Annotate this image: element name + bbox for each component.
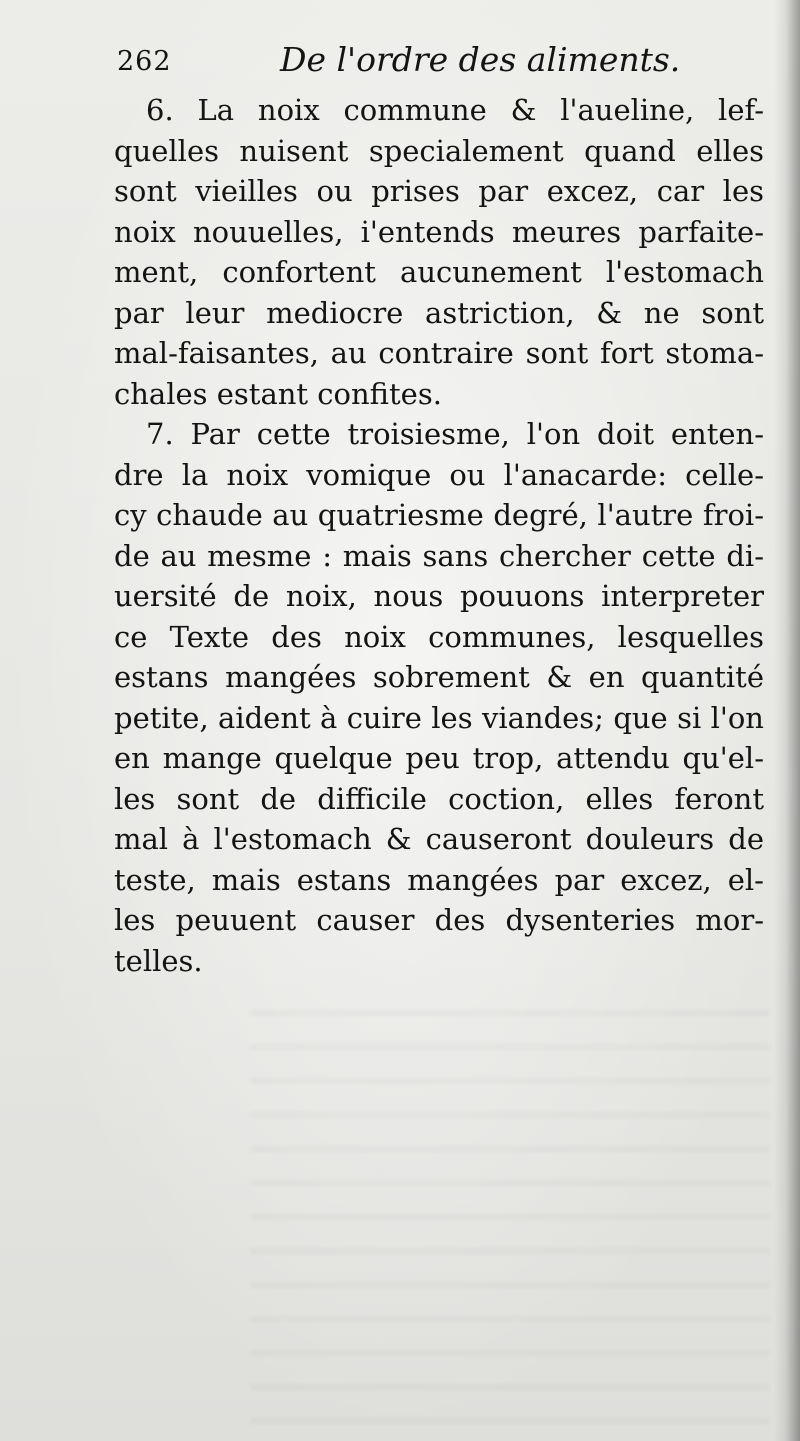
text-line: sont vieilles ou prises par excez, car les xyxy=(114,174,764,208)
text-line: 7. Par cette troisiesme, l'on doit enten- xyxy=(146,417,764,451)
text-line: de au mesme : mais sans chercher cette di- xyxy=(114,538,764,573)
text-line: uersité de noix, nous pouuons interpreter xyxy=(114,579,764,613)
text-line: ment, confortent aucunement l'estomach xyxy=(114,255,764,289)
text-line: par leur mediocre astriction, & ne sont xyxy=(114,295,764,330)
text-line: estans mangées sobrement & en quantité xyxy=(114,660,764,694)
text-line: telles. xyxy=(114,943,203,978)
paragraph-6 xyxy=(114,90,764,414)
text-line: ce Texte des noix communes, lesquelles xyxy=(114,619,764,654)
text-line: dre la noix vomique ou l'anacarde: celle- xyxy=(114,457,764,492)
text-line: chales estant confites. xyxy=(114,376,442,411)
paragraph-7 xyxy=(114,414,764,981)
body-text xyxy=(114,90,764,981)
text-line: en mange quelque peu trop, attendu qu'el- xyxy=(114,741,764,775)
page-number: 262 xyxy=(117,46,172,77)
text-line: 6. La noix commune & l'aueline, lef- xyxy=(146,93,764,127)
text-line: teste, mais estans mangées par excez, el- xyxy=(114,862,764,897)
text-line: mal à l'estomach & causeront douleurs de xyxy=(114,822,764,856)
text-line: cy chaude au quatriesme degré, l'autre froi- xyxy=(114,498,764,532)
spine-shadow xyxy=(774,0,800,1441)
text-line: mal-faisantes, au contraire sont fort stoma- xyxy=(114,336,764,370)
text-line: petite, aident à cuire les viandes; que si l'on xyxy=(114,700,764,735)
running-head: De l'ordre des aliments. xyxy=(280,40,681,79)
text-line: quelles nuisent specialement quand elles xyxy=(114,133,764,168)
text-line: les sont de difficile coction, elles feront xyxy=(114,781,764,816)
show-through-text xyxy=(250,1010,770,1430)
page-header xyxy=(117,36,681,90)
text-line: noix nouuelles, i'entends meures parfaite- xyxy=(114,214,764,249)
text-line: les peuuent causer des dysenteries mor- xyxy=(114,903,764,937)
